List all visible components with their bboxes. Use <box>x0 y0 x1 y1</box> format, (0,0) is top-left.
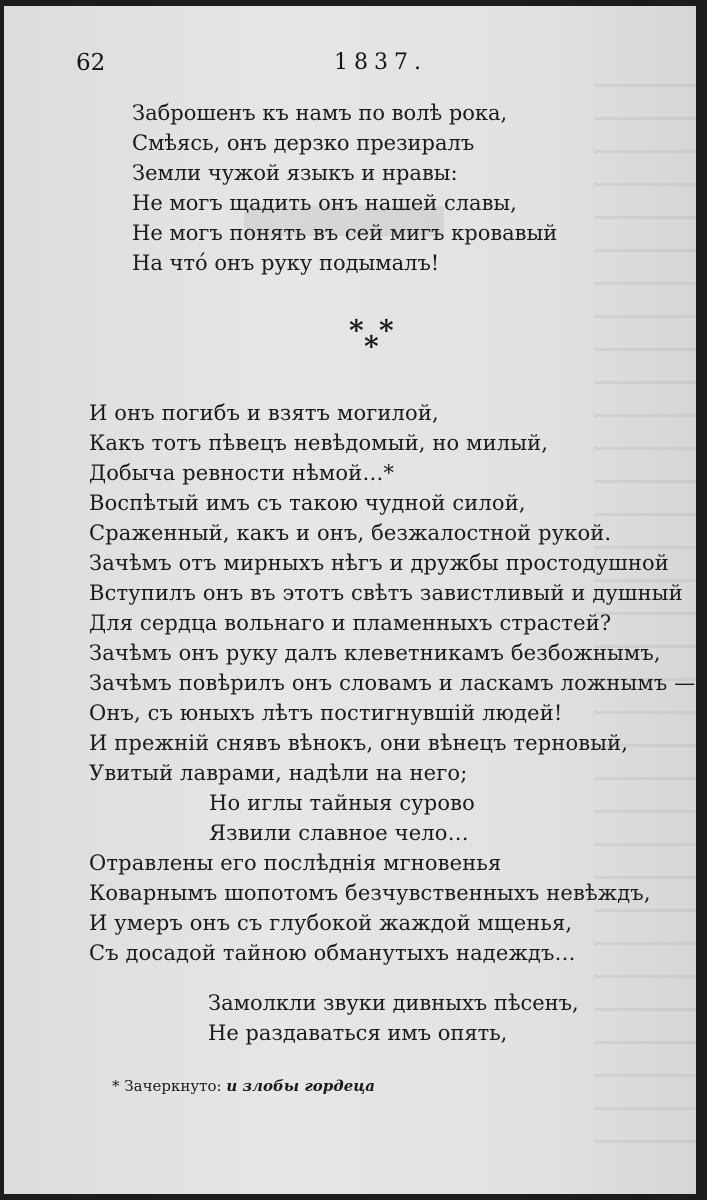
verse-line: Не раздаваться имъ опять, <box>208 1021 508 1045</box>
page-number: 62 <box>76 50 106 76</box>
verse-line: Зачѣмъ онъ руку далъ клеветникамъ безбожнымъ, <box>89 641 661 665</box>
verse-line: Не могъ щадить онъ нашей славы, <box>132 191 517 215</box>
verse-line: Земли чужой языкъ и нравы: <box>132 161 458 185</box>
stanza-2 <box>89 398 695 968</box>
verse-line: И онъ погибъ и взятъ могилой, <box>89 401 439 425</box>
verse-line: Коварнымъ шопотомъ безчувственныхъ невѣждъ, <box>89 881 651 905</box>
verse-line: Сраженный, какъ и онъ, безжалостной рукой. <box>89 521 612 545</box>
book-page <box>4 6 696 1194</box>
running-header-year: 1837. <box>334 50 427 75</box>
verse-line: Для сердца вольнаго и пламенныхъ страстей? <box>89 611 612 635</box>
footnote-marker: * <box>112 1077 120 1095</box>
verse-line: Онъ, съ юныхъ лѣтъ постигнувшій людей! <box>89 701 563 725</box>
verse-line: Зачѣмъ повѣрилъ онъ словамъ и ласкамъ ложнымъ — <box>89 671 696 695</box>
footnote-label: Зачеркнуто: <box>124 1077 222 1095</box>
verse-line: Добыча ревности нѣмой…* <box>89 461 395 485</box>
asterisk: * <box>379 314 394 347</box>
verse-line: Отравлены его послѣднія мгновенья <box>89 851 502 875</box>
verse-line-indented: Но иглы тайныя сурово <box>209 791 475 815</box>
stanza-3 <box>208 988 579 1048</box>
verse-line: Зачѣмъ отъ мирныхъ нѣгъ и дружбы простодушной <box>89 551 669 575</box>
verse-line: Заброшенъ къ намъ по волѣ рока, <box>132 101 508 125</box>
asterisk: * <box>364 330 379 363</box>
footnote-text: и злобы гордеца <box>226 1077 376 1095</box>
verse-line: Смѣясь, онъ дерзко презиралъ <box>132 131 475 155</box>
verse-line: Замолкли звуки дивныхъ пѣсенъ, <box>208 991 579 1015</box>
verse-line: На что́ онъ руку подымалъ! <box>132 251 440 275</box>
footnote <box>112 1077 375 1095</box>
verse-line-indented: Язвили славное чело… <box>209 821 469 845</box>
section-separator <box>347 314 407 364</box>
verse-line: Не могъ понять въ сей мигъ кровавый <box>132 221 558 245</box>
stanza-1 <box>132 98 557 278</box>
verse-line: И прежній снявъ вѣнокъ, они вѣнецъ терновый, <box>89 731 629 755</box>
verse-line: Вступилъ онъ въ этотъ свѣтъ завистливый и душный <box>89 581 683 605</box>
verse-line: Съ досадой тайною обманутыхъ надеждъ… <box>89 941 576 965</box>
verse-line: И умеръ онъ съ глубокой жаждой мщенья, <box>89 911 573 935</box>
verse-line: Какъ тотъ пѣвецъ невѣдомый, но милый, <box>89 431 549 455</box>
asterisk: * <box>349 314 364 347</box>
verse-line: Увитый лаврами, надѣли на него; <box>89 761 468 785</box>
verse-line: Воспѣтый имъ съ такою чудной силой, <box>89 491 526 515</box>
